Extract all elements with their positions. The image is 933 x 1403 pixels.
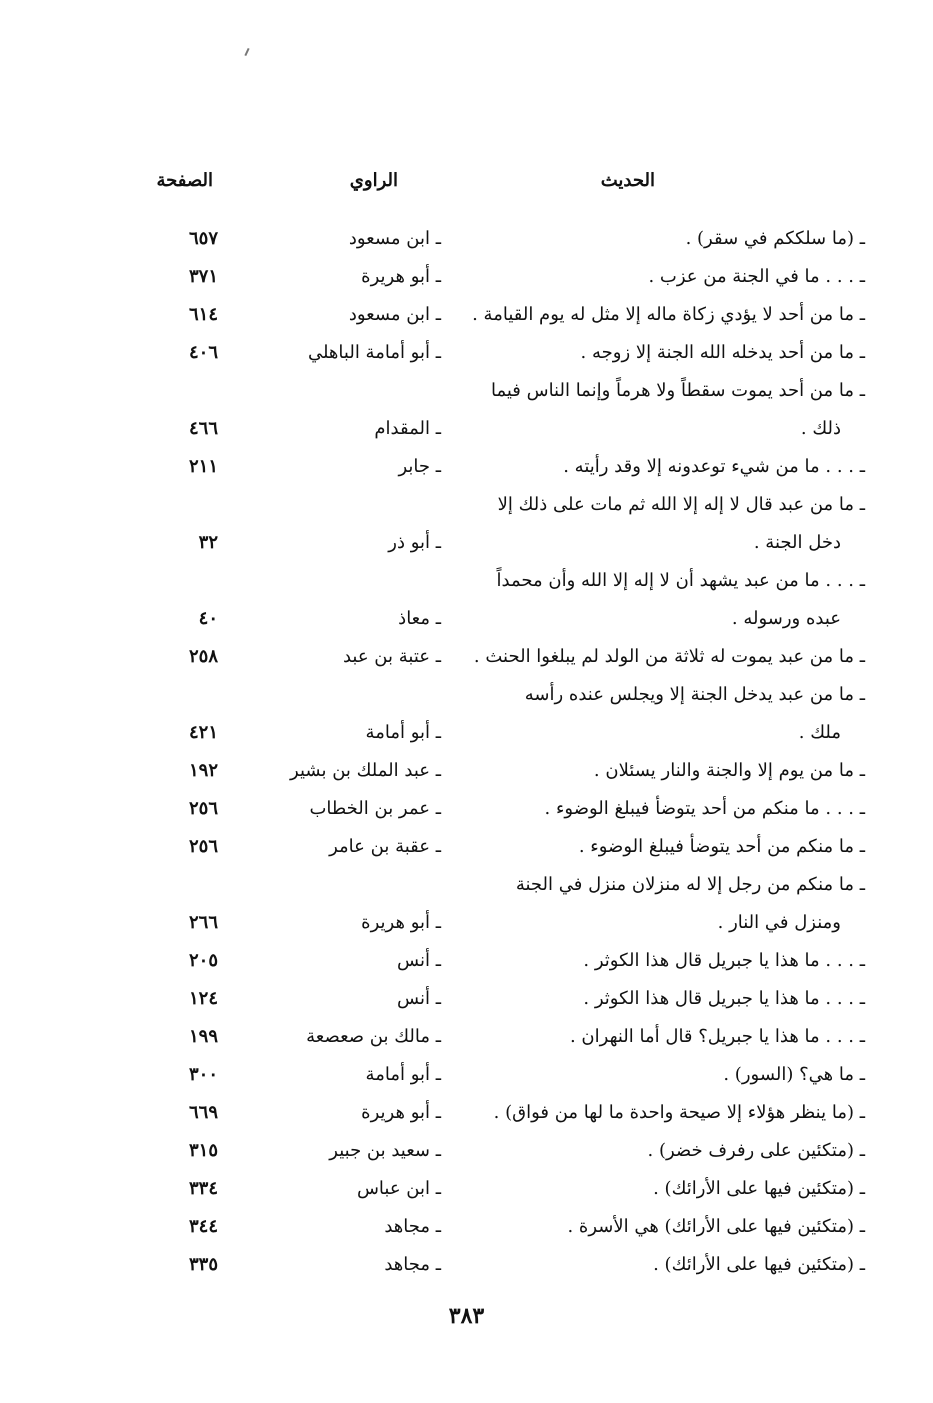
page-ref: ٢٥٦ <box>188 836 218 857</box>
page-ref: ٦٦٩ <box>188 1102 218 1123</box>
rawi-name: ـ مجاهد <box>384 1254 441 1275</box>
table-row <box>0 486 933 524</box>
hadith-text: ـ ما من أحد لا يؤدي زكاة ماله إلا مثل له يوم القيامة . <box>472 304 865 325</box>
page-ref: ٤٠ <box>198 608 218 629</box>
hadith-text: ملك . <box>798 722 841 743</box>
page-ref: ٦٥٧ <box>188 228 218 249</box>
table-row <box>0 828 933 866</box>
rawi-name: ـ جابر <box>398 456 441 477</box>
hadith-text: ـ . . . ما من شيء توعدونه إلا وقد رأيته . <box>563 456 865 477</box>
rawi-name: ـ معاذ <box>398 608 441 629</box>
table-row <box>0 790 933 828</box>
rawi-name: ـ أبو هريرة <box>361 1102 441 1123</box>
table-row <box>0 1018 933 1056</box>
rawi-name: ـ عتبة بن عبد <box>342 646 441 667</box>
page-ref: ٤٠٦ <box>188 342 218 363</box>
hadith-text: ـ ما من أحد يموت سقطاً ولا هرماً وإنما الناس فيما <box>490 380 865 401</box>
page-ref: ٣٣٤ <box>188 1178 218 1199</box>
hadith-text: ـ . . . ما من عبد يشهد أن لا إله إلا الله وأن محمداً <box>496 570 865 591</box>
hadith-text: ـ . . . ما هذا يا جبريل قال هذا الكوثر . <box>583 988 865 1009</box>
hadith-text: ـ ما من أحد يدخله الله الجنة إلا زوجه . <box>580 342 865 363</box>
hadith-text: ـ (متكئين فيها على الأرائك) هي الأسرة . <box>567 1216 865 1237</box>
rawi-name: ـ ابن عباس <box>356 1178 441 1199</box>
hadith-text: ـ . . . ما في الجنة من عزب . <box>648 266 865 287</box>
hadith-text: ـ ما منكم من رجل إلا له منزلان منزل في الجنة <box>515 874 865 895</box>
page-ref: ٣٠٠ <box>188 1064 218 1085</box>
page-ref: ٤٦٦ <box>188 418 218 439</box>
table-row <box>0 1132 933 1170</box>
page-ref: ٣١٥ <box>188 1140 218 1161</box>
rawi-name: ـ أنس <box>397 988 441 1009</box>
page-ref: ٣٤٤ <box>188 1216 218 1237</box>
hadith-text: ـ . . . ما هذا يا جبريل قال هذا الكوثر . <box>583 950 865 971</box>
table-row <box>0 676 933 714</box>
table-row <box>0 372 933 410</box>
hadith-index-table <box>0 220 933 1284</box>
page-ref: ٦١٤ <box>188 304 218 325</box>
hadith-text: ومنزل في النار . <box>717 912 841 933</box>
page-number: ٣٨٣ <box>448 1303 485 1329</box>
rawi-name: ـ ابن مسعود <box>348 228 441 249</box>
header-hadith: الحديث <box>600 170 655 191</box>
hadith-text: ـ ما منكم من أحد يتوضأ فيبلغ الوضوء . <box>578 836 865 857</box>
table-row <box>0 904 933 942</box>
hadith-text: عبده ورسوله . <box>731 608 841 629</box>
hadith-text: ـ (متكئين فيها على الأرائك) . <box>653 1178 865 1199</box>
page-ref: ٢٥٨ <box>188 646 218 667</box>
rawi-name: ـ المقدام <box>374 418 441 439</box>
rawi-name: ـ أنس <box>397 950 441 971</box>
hadith-text: ـ . . . ما هذا يا جبريل؟ قال أما النهران . <box>569 1026 865 1047</box>
rawi-name: ـ أبو ذر <box>388 532 441 553</box>
page-ref: ٢٠٥ <box>188 950 218 971</box>
table-row <box>0 448 933 486</box>
table-row <box>0 524 933 562</box>
rawi-name: ـ عقبة بن عامر <box>329 836 441 857</box>
hadith-text: ـ (متكئين على رفرف خضر) . <box>647 1140 865 1161</box>
table-row <box>0 1056 933 1094</box>
table-row <box>0 296 933 334</box>
page-ref: ١٩٢ <box>188 760 218 781</box>
rawi-name: ـ مالك بن صعصعة <box>306 1026 441 1047</box>
page-ref: ٣٣٥ <box>188 1254 218 1275</box>
rawi-name: ـ أبو أمامة <box>365 1064 441 1085</box>
table-row <box>0 980 933 1018</box>
table-header <box>0 170 933 200</box>
scan-mark <box>244 48 249 56</box>
rawi-name: ـ عمر بن الخطاب <box>309 798 441 819</box>
page-ref: ١٩٩ <box>188 1026 218 1047</box>
hadith-text: دخل الجنة . <box>753 532 841 553</box>
table-row <box>0 334 933 372</box>
rawi-name: ـ عبد الملك بن بشير <box>290 760 441 781</box>
hadith-text: ـ ما من عبد يدخل الجنة إلا ويجلس عنده رأسه <box>524 684 865 705</box>
hadith-text: ـ ما من عبد قال لا إله إلا الله ثم مات على ذلك إلا <box>497 494 865 515</box>
hadith-text: ـ ما هي؟ (السور) . <box>723 1064 865 1085</box>
page-ref: ٢٦٦ <box>188 912 218 933</box>
rawi-name: ـ أبو هريرة <box>361 266 441 287</box>
hadith-text: ـ ما من عبد يموت له ثلاثة من الولد لم يبلغوا الحنث . <box>473 646 865 667</box>
rawi-name: ـ ابن مسعود <box>348 304 441 325</box>
table-row <box>0 410 933 448</box>
page-ref: ٢١١ <box>188 456 218 477</box>
table-row <box>0 866 933 904</box>
table-row <box>0 220 933 258</box>
hadith-text: ـ ما من يوم إلا والجنة والنار يسئلان . <box>593 760 865 781</box>
rawi-name: ـ أبو أمامة <box>365 722 441 743</box>
rawi-name: ـ أبو أمامة الباهلي <box>307 342 441 363</box>
hadith-text: ـ (ما سلككم في سقر) . <box>685 228 865 249</box>
page-ref: ٣٧١ <box>188 266 218 287</box>
table-row <box>0 258 933 296</box>
page-ref: ٣٢ <box>198 532 218 553</box>
table-row <box>0 1246 933 1284</box>
page-ref: ٢٥٦ <box>188 798 218 819</box>
rawi-name: ـ سعيد بن جبير <box>329 1140 441 1161</box>
hadith-text: ـ (متكئين فيها على الأرائك) . <box>653 1254 865 1275</box>
header-rawi: الراوي <box>349 170 398 191</box>
rawi-name: ـ أبو هريرة <box>361 912 441 933</box>
rawi-name: ـ مجاهد <box>384 1216 441 1237</box>
table-row <box>0 562 933 600</box>
table-row <box>0 714 933 752</box>
page-ref: ١٢٤ <box>188 988 218 1009</box>
table-row <box>0 1170 933 1208</box>
hadith-text: ـ . . . ما منكم من أحد يتوضأ فيبلغ الوضوء . <box>544 798 865 819</box>
table-row <box>0 942 933 980</box>
table-row <box>0 752 933 790</box>
header-page: الصفحة <box>156 170 213 191</box>
table-row <box>0 600 933 638</box>
table-row <box>0 638 933 676</box>
table-row <box>0 1208 933 1246</box>
hadith-text: ذلك . <box>800 418 841 439</box>
page-ref: ٤٢١ <box>188 722 218 743</box>
table-row <box>0 1094 933 1132</box>
hadith-text: ـ (ما ينظر هؤلاء إلا صيحة واحدة ما لها من فواق) . <box>493 1102 865 1123</box>
